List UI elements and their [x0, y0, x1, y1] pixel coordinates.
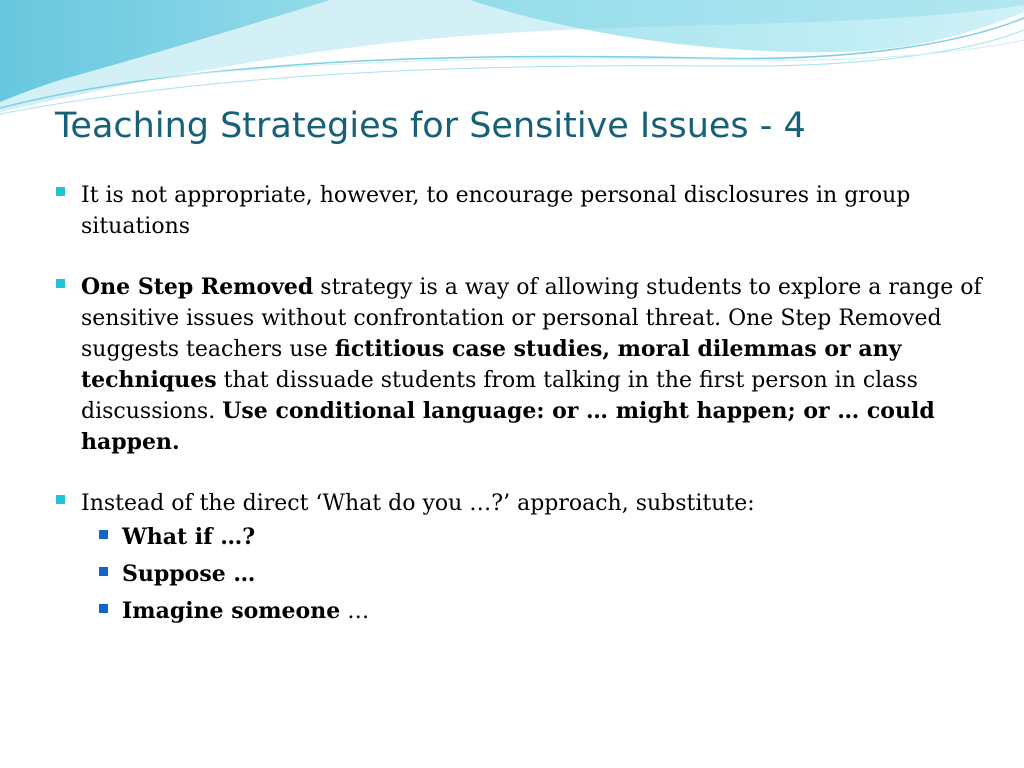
bold-term-techniques: fictitious case studies, moral dilemmas or any techniques: [81, 336, 902, 393]
bullet-list: [54, 180, 994, 657]
bullet-item-one-step-removed: [54, 272, 994, 458]
square-bullet-icon: [56, 279, 65, 288]
square-bullet-icon: [56, 495, 65, 504]
sub-bullet-item-suppose: [97, 559, 994, 590]
sub-bullet-list: [97, 522, 994, 627]
sub-bullet-rest: …: [340, 599, 370, 624]
slide-title: Teaching Strategies for Sensitive Issues - 4: [55, 106, 806, 146]
sub-bullet-text: Suppose …: [122, 561, 256, 587]
bold-term-one-step-removed: One Step Removed: [81, 274, 314, 300]
sub-bullet-text: Imagine someone: [122, 598, 341, 624]
square-sub-bullet-icon: [99, 530, 108, 539]
sub-bullet-item-imagine: [97, 596, 994, 627]
bullet-item-substitute: [54, 488, 994, 627]
sub-bullet-item-what-if: [97, 522, 994, 553]
bullet-text: strategy is a way of allowing students to explore a range of sensitive issues without confrontation or personal threat. One Step Removed suggests teachers use: [81, 275, 982, 362]
bold-term-conditional-language: Use conditional language: or … might happen; or … could happen.: [81, 398, 935, 455]
bullet-text: Instead of the direct ‘What do you …?’ approach, substitute:: [81, 491, 755, 516]
bullet-text: that dissuade students from talking in the first person in class discussions.: [81, 368, 918, 424]
square-sub-bullet-icon: [99, 604, 108, 613]
bullet-item-disclosures: [54, 180, 994, 242]
header-wave-decoration: [0, 0, 1024, 120]
square-sub-bullet-icon: [99, 567, 108, 576]
square-bullet-icon: [56, 187, 65, 196]
sub-bullet-text: What if …?: [122, 524, 256, 550]
bullet-text: It is not appropriate, however, to encourage personal disclosures in group situations: [81, 183, 911, 239]
